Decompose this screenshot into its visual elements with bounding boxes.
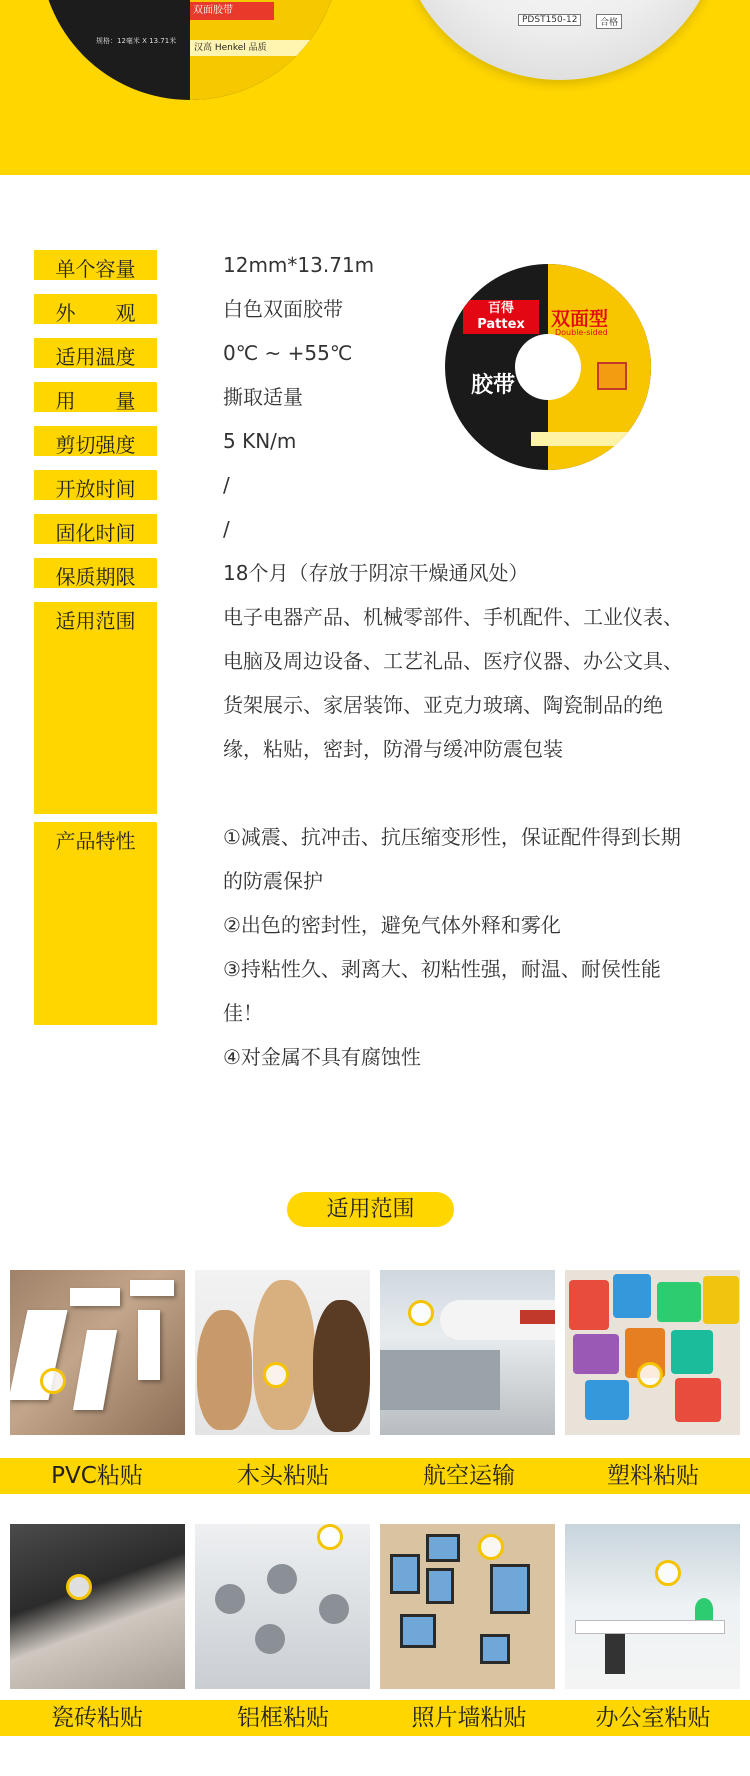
spec-value-features-4: ④对金属不具有腐蚀性: [223, 1045, 421, 1069]
spec-value-open-time: /: [223, 473, 230, 497]
application-image-aluminum: [195, 1524, 370, 1689]
pvc-letter-shape: [130, 1280, 174, 1296]
adhesive-dot-icon: [263, 1362, 289, 1388]
office-desk: [575, 1620, 725, 1634]
spec-value-scope: 电子电器产品、机械零部件、手机配件、工业仪表、电脑及周边设备、工艺礼品、医疗仪器、办公文具、货架展示、家居装饰、亚克力玻璃、陶瓷制品的绝缘，粘贴，密封，防滑与缓冲防震包装: [223, 605, 683, 761]
spec-label-appearance: 外 观: [34, 294, 157, 324]
plastic-letter-block: [675, 1378, 721, 1422]
pvc-letter-shape: [70, 1288, 120, 1306]
roll-pass-label: 合格: [596, 14, 622, 29]
product-type-cn: 双面型: [551, 308, 609, 330]
airplane-stripe: [520, 1310, 555, 1324]
gift-box-icon: [597, 362, 627, 390]
aluminum-profile-hole: [255, 1624, 285, 1654]
application-image-pvc: [10, 1270, 185, 1435]
spec-label-scope: 适用范围: [34, 602, 157, 814]
adhesive-dot-icon: [655, 1560, 681, 1586]
application-caption: 航空运输: [423, 1463, 515, 1489]
application-caption: 塑料粘贴: [607, 1463, 699, 1489]
roll-brand-strip: 汉高 Henkel 品质: [190, 40, 310, 56]
product-tape-en: TAPE: [519, 380, 537, 388]
application-caption: 办公室粘贴: [595, 1705, 711, 1731]
application-image-photo-wall: [380, 1524, 555, 1689]
cargo-loader: [380, 1350, 500, 1410]
wood-bird-figure: [253, 1280, 315, 1430]
aluminum-profile-hole: [215, 1584, 245, 1614]
section-title-applications: 适用范围: [287, 1192, 454, 1227]
spec-label-temperature: 适用温度: [34, 338, 157, 368]
photo-frame: [426, 1568, 454, 1604]
plastic-letter-block: [585, 1380, 629, 1420]
spec-label-shelf-life: 保质期限: [34, 558, 157, 588]
product-tape-cn: 胶带: [471, 373, 516, 398]
spec-label-open-time: 开放时间: [34, 470, 157, 500]
spec-value-dosage: 撕取适量: [223, 385, 303, 409]
photo-frame: [390, 1554, 420, 1594]
office-chair: [605, 1634, 625, 1674]
adhesive-dot-icon: [408, 1300, 434, 1326]
photo-frame: [400, 1614, 436, 1648]
roll-pack-label: 双面胶带: [190, 2, 274, 20]
product-brand-cn: 百得: [487, 301, 514, 316]
adhesive-dot-icon: [317, 1524, 343, 1550]
application-caption: 照片墙粘贴: [411, 1705, 527, 1731]
plastic-letter-block: [703, 1276, 739, 1324]
aluminum-profile-hole: [319, 1594, 349, 1624]
product-brand-en: Pattex: [477, 317, 525, 332]
product-type-en: Double-sided: [555, 328, 608, 337]
roll-spec-text: 规格：12毫米 X 13.71米: [96, 37, 177, 45]
spec-label-capacity: 单个容量: [34, 250, 157, 280]
top-banner: [0, 0, 750, 175]
spec-value-appearance: 白色双面胶带: [223, 297, 343, 321]
spec-label-features: 产品特性: [34, 822, 157, 1025]
spec-value-features-1: ①减震、抗冲击、抗压缩变形性，保证配件得到长期的防震保护: [223, 825, 681, 893]
wood-bird-figure: [197, 1310, 252, 1430]
roll-model-label: PDST150-12: [518, 14, 581, 26]
adhesive-dot-icon: [40, 1368, 66, 1394]
aluminum-profile-hole: [267, 1564, 297, 1594]
photo-frame: [426, 1534, 460, 1562]
pvc-letter-shape: [138, 1310, 160, 1380]
product-tape-image: [445, 264, 651, 470]
adhesive-dot-icon: [66, 1574, 92, 1600]
spec-label-shear-strength: 剪切强度: [34, 426, 157, 456]
pvc-letter-shape: [73, 1330, 117, 1410]
spec-label-dosage: 用 量: [34, 382, 157, 412]
application-image-tile: [10, 1524, 185, 1689]
spec-label-cure-time: 固化时间: [34, 514, 157, 544]
spec-value-temperature: 0℃ ~ +55℃: [223, 341, 353, 365]
plastic-letter-block: [657, 1282, 701, 1322]
spec-value-features-3: ③持粘性久、剥离大、初粘性强，耐温、耐侯性能佳！: [223, 957, 661, 1025]
spec-value-capacity: 12mm*13.71m: [223, 253, 375, 277]
product-brand-band: [531, 432, 641, 446]
application-caption: PVC粘贴: [51, 1463, 143, 1489]
spec-value-shear-strength: 5 KN/m: [223, 429, 297, 453]
plastic-letter-block: [613, 1274, 651, 1318]
application-caption: 木头粘贴: [237, 1463, 329, 1489]
application-image-wood: [195, 1270, 370, 1435]
plastic-letter-block: [671, 1330, 713, 1374]
tape-roll-right-image: [400, 0, 720, 80]
adhesive-dot-icon: [637, 1362, 663, 1388]
spec-value-cure-time: /: [223, 517, 230, 541]
office-plant: [695, 1598, 713, 1620]
wood-bird-figure: [313, 1300, 370, 1432]
application-image-aviation: [380, 1270, 555, 1435]
application-caption: 铝框粘贴: [237, 1705, 329, 1731]
application-image-plastic: [565, 1270, 740, 1435]
photo-frame: [490, 1564, 530, 1614]
application-image-office: [565, 1524, 740, 1689]
plastic-letter-block: [569, 1280, 609, 1330]
plastic-letter-block: [573, 1334, 619, 1374]
adhesive-dot-icon: [478, 1534, 504, 1560]
product-core-hole: [515, 334, 581, 400]
product-brand-logo: [463, 300, 539, 334]
tape-roll-left-image: [40, 0, 340, 100]
spec-value-shelf-life: 18个月（存放于阴凉干燥通风处）: [223, 561, 529, 585]
photo-frame: [480, 1634, 510, 1664]
application-caption: 瓷砖粘贴: [51, 1705, 143, 1731]
spec-value-features-2: ②出色的密封性，避免气体外释和雾化: [223, 913, 561, 937]
